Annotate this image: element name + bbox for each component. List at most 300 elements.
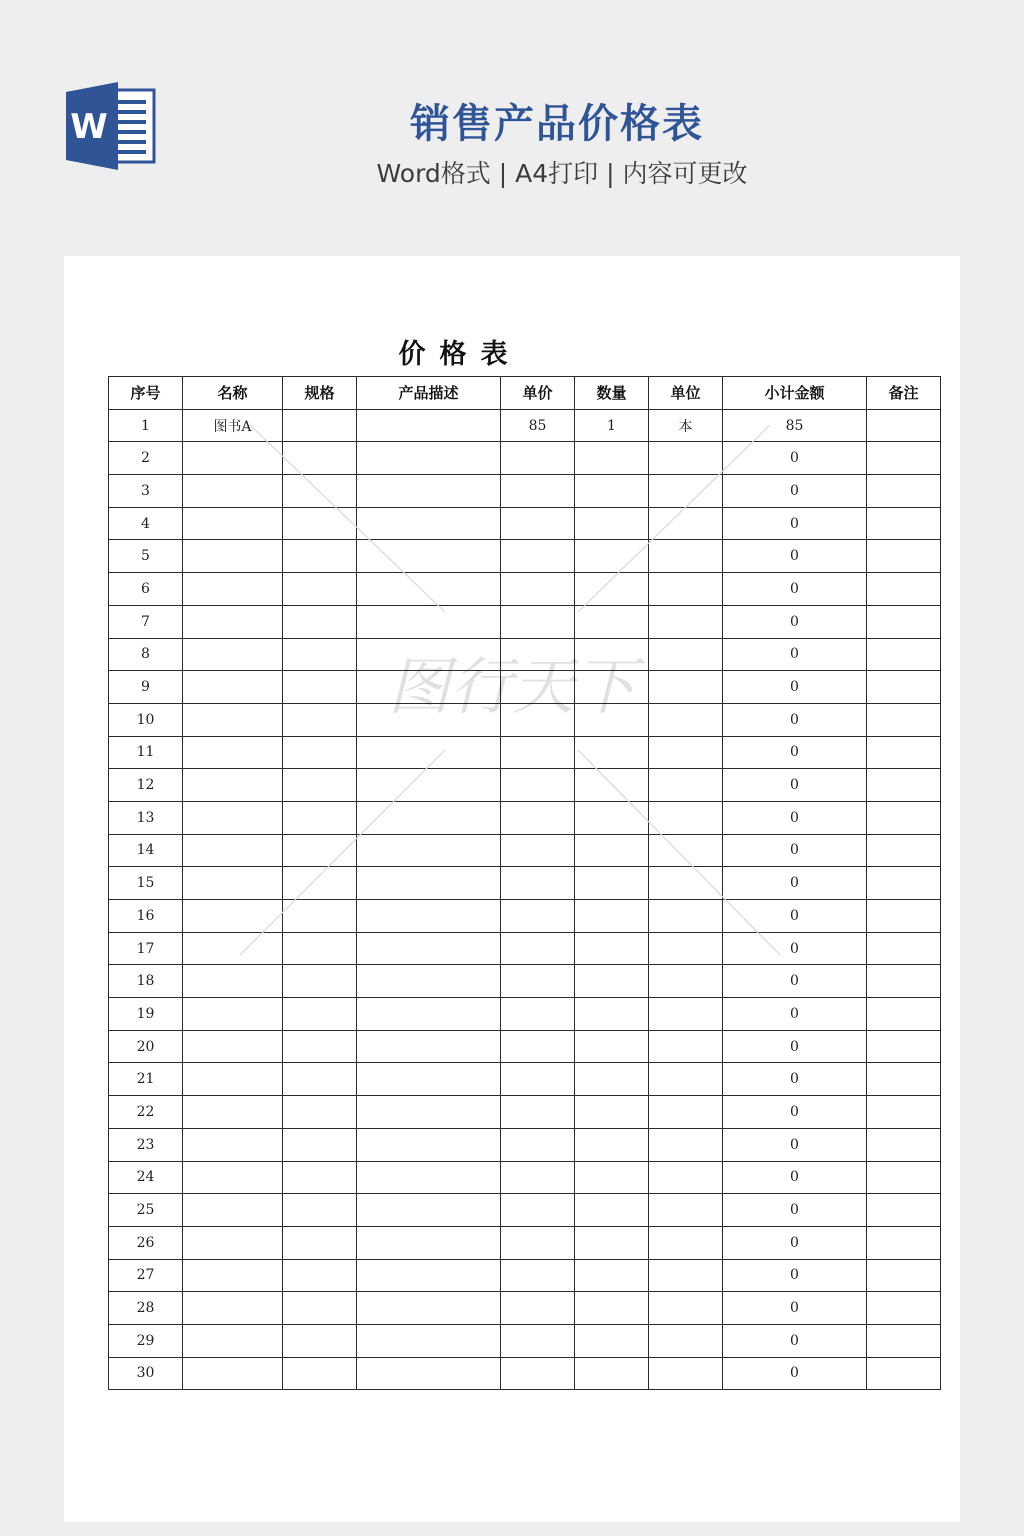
table-cell: [867, 998, 941, 1031]
table-cell: [183, 1226, 283, 1259]
table-cell: 0: [723, 1063, 867, 1096]
table-cell: 0: [723, 900, 867, 933]
table-cell: [501, 1096, 575, 1129]
table-cell: [649, 507, 723, 540]
table-cell: [867, 801, 941, 834]
table-cell: [501, 1259, 575, 1292]
table-cell: 1: [575, 409, 649, 442]
table-cell: [501, 998, 575, 1031]
table-cell: 18: [109, 965, 183, 998]
column-header: 小计金额: [723, 377, 867, 410]
table-header-row: [109, 377, 941, 410]
table-cell: [649, 1030, 723, 1063]
table-cell: [649, 1226, 723, 1259]
table-cell: [867, 540, 941, 573]
table-cell: [357, 1324, 501, 1357]
table-row: [109, 1226, 941, 1259]
table-cell: [183, 801, 283, 834]
table-cell: 19: [109, 998, 183, 1031]
table-cell: 13: [109, 801, 183, 834]
table-cell: [183, 1161, 283, 1194]
table-cell: 85: [501, 409, 575, 442]
table-cell: [357, 932, 501, 965]
table-cell: [575, 998, 649, 1031]
table-cell: 15: [109, 867, 183, 900]
table-cell: [649, 573, 723, 606]
table-cell: 本: [649, 409, 723, 442]
table-cell: [575, 605, 649, 638]
table-cell: [575, 1357, 649, 1390]
table-cell: [283, 442, 357, 475]
table-cell: 14: [109, 834, 183, 867]
table-cell: [283, 900, 357, 933]
table-cell: 0: [723, 671, 867, 704]
table-cell: [575, 475, 649, 508]
table-cell: [501, 1324, 575, 1357]
table-cell: [575, 638, 649, 671]
table-cell: [501, 1292, 575, 1325]
table-cell: [649, 1194, 723, 1227]
table-cell: 12: [109, 769, 183, 802]
table-cell: [283, 573, 357, 606]
table-cell: [575, 867, 649, 900]
table-cell: [283, 1128, 357, 1161]
table-cell: [283, 605, 357, 638]
table-cell: [501, 507, 575, 540]
table-cell: [357, 1259, 501, 1292]
table-cell: [283, 409, 357, 442]
table-cell: 0: [723, 932, 867, 965]
table-cell: [867, 1357, 941, 1390]
table-cell: 26: [109, 1226, 183, 1259]
table-cell: [501, 834, 575, 867]
table-cell: [649, 965, 723, 998]
table-cell: [575, 1030, 649, 1063]
table-row: [109, 540, 941, 573]
table-cell: 0: [723, 1259, 867, 1292]
table-cell: 0: [723, 736, 867, 769]
table-cell: [867, 1128, 941, 1161]
table-cell: [575, 507, 649, 540]
table-cell: 11: [109, 736, 183, 769]
table-cell: [501, 867, 575, 900]
table-cell: [649, 1096, 723, 1129]
table-cell: [867, 442, 941, 475]
table-cell: [575, 671, 649, 704]
table-cell: [283, 540, 357, 573]
table-cell: [575, 1324, 649, 1357]
table-cell: [283, 1030, 357, 1063]
table-cell: [649, 703, 723, 736]
table-cell: [649, 932, 723, 965]
table-cell: 0: [723, 605, 867, 638]
table-cell: [357, 736, 501, 769]
table-cell: [283, 703, 357, 736]
table-cell: [501, 1128, 575, 1161]
table-cell: [183, 1063, 283, 1096]
banner-title: 销售产品价格表: [410, 101, 704, 147]
table-cell: 3: [109, 475, 183, 508]
table-cell: [183, 1292, 283, 1325]
table-cell: [183, 540, 283, 573]
table-cell: [183, 1030, 283, 1063]
table-cell: [183, 671, 283, 704]
table-cell: [867, 638, 941, 671]
table-cell: [867, 834, 941, 867]
table-cell: [183, 998, 283, 1031]
table-cell: [183, 1128, 283, 1161]
table-cell: [649, 736, 723, 769]
table-cell: [575, 965, 649, 998]
table-cell: [575, 769, 649, 802]
table-row: [109, 1128, 941, 1161]
table-cell: [183, 1096, 283, 1129]
table-cell: [283, 1096, 357, 1129]
table-cell: 7: [109, 605, 183, 638]
table-cell: [357, 965, 501, 998]
table-cell: 0: [723, 965, 867, 998]
table-cell: [357, 867, 501, 900]
column-header: 数量: [575, 377, 649, 410]
table-cell: [575, 1226, 649, 1259]
table-cell: [283, 475, 357, 508]
table-cell: [501, 932, 575, 965]
table-cell: [183, 507, 283, 540]
table-cell: 0: [723, 703, 867, 736]
table-cell: [575, 1292, 649, 1325]
table-cell: [183, 867, 283, 900]
column-header: 规格: [283, 377, 357, 410]
table-row: [109, 703, 941, 736]
table-cell: [501, 1030, 575, 1063]
table-cell: [183, 605, 283, 638]
table-cell: [357, 1194, 501, 1227]
table-row: [109, 736, 941, 769]
table-cell: [649, 638, 723, 671]
table-cell: 图书A: [183, 409, 283, 442]
table-cell: 25: [109, 1194, 183, 1227]
table-cell: [501, 573, 575, 606]
table-cell: [283, 932, 357, 965]
table-cell: 0: [723, 1194, 867, 1227]
table-row: [109, 1292, 941, 1325]
table-cell: [649, 1357, 723, 1390]
table-cell: 0: [723, 769, 867, 802]
table-cell: [357, 1128, 501, 1161]
table-row: [109, 1259, 941, 1292]
table-cell: [649, 900, 723, 933]
table-row: [109, 1357, 941, 1390]
table-cell: [183, 1324, 283, 1357]
table-row: [109, 475, 941, 508]
table-row: [109, 932, 941, 965]
table-cell: [283, 998, 357, 1031]
table-cell: [357, 409, 501, 442]
table-cell: 28: [109, 1292, 183, 1325]
table-cell: [649, 1161, 723, 1194]
table-cell: 4: [109, 507, 183, 540]
table-cell: [867, 736, 941, 769]
banner-subtitle: Word格式 | A4打印 | 内容可更改: [376, 159, 748, 188]
table-cell: [649, 801, 723, 834]
table-cell: [183, 442, 283, 475]
table-cell: [357, 1292, 501, 1325]
table-cell: [649, 834, 723, 867]
table-row: [109, 900, 941, 933]
table-cell: [501, 442, 575, 475]
table-cell: [575, 1194, 649, 1227]
table-cell: [283, 1324, 357, 1357]
table-cell: [867, 1161, 941, 1194]
table-cell: [649, 1063, 723, 1096]
table-cell: 0: [723, 867, 867, 900]
table-cell: [867, 965, 941, 998]
table-cell: [867, 605, 941, 638]
table-cell: 0: [723, 1357, 867, 1390]
table-cell: [357, 1030, 501, 1063]
table-cell: [501, 703, 575, 736]
table-cell: [867, 1292, 941, 1325]
word-logo-letter: W: [70, 107, 108, 147]
table-cell: [357, 1063, 501, 1096]
table-cell: [867, 1030, 941, 1063]
table-cell: [183, 573, 283, 606]
table-row: [109, 638, 941, 671]
table-cell: [501, 540, 575, 573]
table-cell: [183, 932, 283, 965]
table-cell: [867, 703, 941, 736]
table-row: [109, 834, 941, 867]
table-cell: [575, 801, 649, 834]
table-row: [109, 1030, 941, 1063]
table-cell: [575, 1096, 649, 1129]
table-cell: 0: [723, 1128, 867, 1161]
table-row: [109, 671, 941, 704]
table-cell: [357, 834, 501, 867]
table-body: [109, 409, 941, 1390]
table-cell: [357, 671, 501, 704]
table-cell: 0: [723, 573, 867, 606]
table-cell: 0: [723, 507, 867, 540]
table-cell: [283, 1194, 357, 1227]
table-cell: [283, 736, 357, 769]
table-cell: [183, 736, 283, 769]
table-cell: 8: [109, 638, 183, 671]
table-cell: [649, 1128, 723, 1161]
table-cell: 9: [109, 671, 183, 704]
table-cell: [183, 475, 283, 508]
table-cell: [501, 671, 575, 704]
table-cell: [283, 1357, 357, 1390]
table-cell: 23: [109, 1128, 183, 1161]
table-cell: [283, 1063, 357, 1096]
table-cell: [575, 1161, 649, 1194]
table-cell: [501, 736, 575, 769]
table-cell: [575, 932, 649, 965]
table-cell: [649, 1324, 723, 1357]
table-cell: 0: [723, 1030, 867, 1063]
table-cell: [867, 867, 941, 900]
table-cell: 1: [109, 409, 183, 442]
table-cell: [501, 1161, 575, 1194]
table-cell: [867, 573, 941, 606]
table-cell: [357, 1226, 501, 1259]
table-cell: 2: [109, 442, 183, 475]
table-cell: [501, 769, 575, 802]
table-cell: [501, 965, 575, 998]
table-cell: [357, 703, 501, 736]
table-cell: [357, 475, 501, 508]
table-cell: [283, 769, 357, 802]
table-cell: [649, 605, 723, 638]
table-cell: [183, 703, 283, 736]
table-cell: [867, 932, 941, 965]
table-row: [109, 801, 941, 834]
table-cell: [867, 1096, 941, 1129]
table-cell: 85: [723, 409, 867, 442]
table-cell: [283, 671, 357, 704]
table-cell: 0: [723, 1096, 867, 1129]
table-cell: 30: [109, 1357, 183, 1390]
column-header: 序号: [109, 377, 183, 410]
table-cell: [867, 1226, 941, 1259]
table-row: [109, 442, 941, 475]
table-cell: 0: [723, 1324, 867, 1357]
table-cell: [649, 769, 723, 802]
table-cell: [501, 801, 575, 834]
table-cell: [357, 540, 501, 573]
table-cell: [183, 1259, 283, 1292]
table-cell: [575, 736, 649, 769]
table-cell: [283, 638, 357, 671]
table-cell: [357, 573, 501, 606]
column-header: 单位: [649, 377, 723, 410]
table-row: [109, 1096, 941, 1129]
table-cell: [357, 638, 501, 671]
table-cell: 6: [109, 573, 183, 606]
table-cell: [649, 1292, 723, 1325]
table-cell: [867, 475, 941, 508]
table-cell: [867, 1324, 941, 1357]
table-cell: 0: [723, 998, 867, 1031]
table-cell: [575, 834, 649, 867]
table-cell: [867, 900, 941, 933]
table-cell: [357, 998, 501, 1031]
table-cell: [283, 1226, 357, 1259]
table-row: [109, 605, 941, 638]
table-cell: [283, 507, 357, 540]
table-cell: [357, 900, 501, 933]
table-cell: [283, 1292, 357, 1325]
table-cell: [575, 1259, 649, 1292]
table-cell: [183, 1194, 283, 1227]
table-cell: [649, 998, 723, 1031]
table-cell: [575, 540, 649, 573]
table-cell: 0: [723, 1292, 867, 1325]
table-cell: [283, 801, 357, 834]
table-cell: [501, 1063, 575, 1096]
table-cell: [357, 1357, 501, 1390]
table-cell: [867, 409, 941, 442]
table-row: [109, 1063, 941, 1096]
table-cell: 0: [723, 540, 867, 573]
table-cell: 0: [723, 801, 867, 834]
table-row: [109, 867, 941, 900]
table-cell: [867, 507, 941, 540]
table-cell: 10: [109, 703, 183, 736]
table-cell: [357, 769, 501, 802]
table-cell: [183, 638, 283, 671]
table-cell: [183, 965, 283, 998]
table-cell: [357, 1161, 501, 1194]
table-row: [109, 507, 941, 540]
table-cell: [501, 1194, 575, 1227]
column-header: 单价: [501, 377, 575, 410]
table-cell: [283, 1161, 357, 1194]
table-row: [109, 1161, 941, 1194]
table-cell: [283, 965, 357, 998]
price-table: [108, 376, 941, 1390]
table-cell: [501, 605, 575, 638]
table-cell: [575, 900, 649, 933]
table-cell: [183, 1357, 283, 1390]
table-cell: [649, 1259, 723, 1292]
column-header: 名称: [183, 377, 283, 410]
table-cell: [649, 540, 723, 573]
table-cell: 20: [109, 1030, 183, 1063]
table-cell: [501, 1357, 575, 1390]
table-cell: 21: [109, 1063, 183, 1096]
table-cell: [867, 671, 941, 704]
table-cell: [501, 900, 575, 933]
table-cell: [575, 703, 649, 736]
table-row: [109, 998, 941, 1031]
table-cell: [183, 900, 283, 933]
table-cell: [501, 638, 575, 671]
table-row: [109, 573, 941, 606]
document-title: 价格表: [398, 339, 522, 370]
table-cell: [575, 1063, 649, 1096]
table-cell: 0: [723, 475, 867, 508]
table-cell: [867, 1063, 941, 1096]
table-cell: 29: [109, 1324, 183, 1357]
table-cell: [649, 867, 723, 900]
column-header: 产品描述: [357, 377, 501, 410]
table-row: [109, 965, 941, 998]
table-cell: 24: [109, 1161, 183, 1194]
table-cell: [575, 1128, 649, 1161]
table-cell: [575, 573, 649, 606]
table-cell: [501, 475, 575, 508]
table-row: [109, 1324, 941, 1357]
table-cell: [649, 671, 723, 704]
table-cell: 0: [723, 1226, 867, 1259]
table-cell: 0: [723, 442, 867, 475]
table-cell: [357, 801, 501, 834]
table-cell: [183, 834, 283, 867]
table-cell: [867, 1194, 941, 1227]
table-cell: 0: [723, 834, 867, 867]
table-cell: 27: [109, 1259, 183, 1292]
column-header: 备注: [867, 377, 941, 410]
table-row: [109, 409, 941, 442]
table-cell: [357, 507, 501, 540]
table-cell: [649, 442, 723, 475]
table-cell: [283, 1259, 357, 1292]
table-cell: 0: [723, 1161, 867, 1194]
table-cell: [501, 1226, 575, 1259]
table-cell: [357, 1096, 501, 1129]
